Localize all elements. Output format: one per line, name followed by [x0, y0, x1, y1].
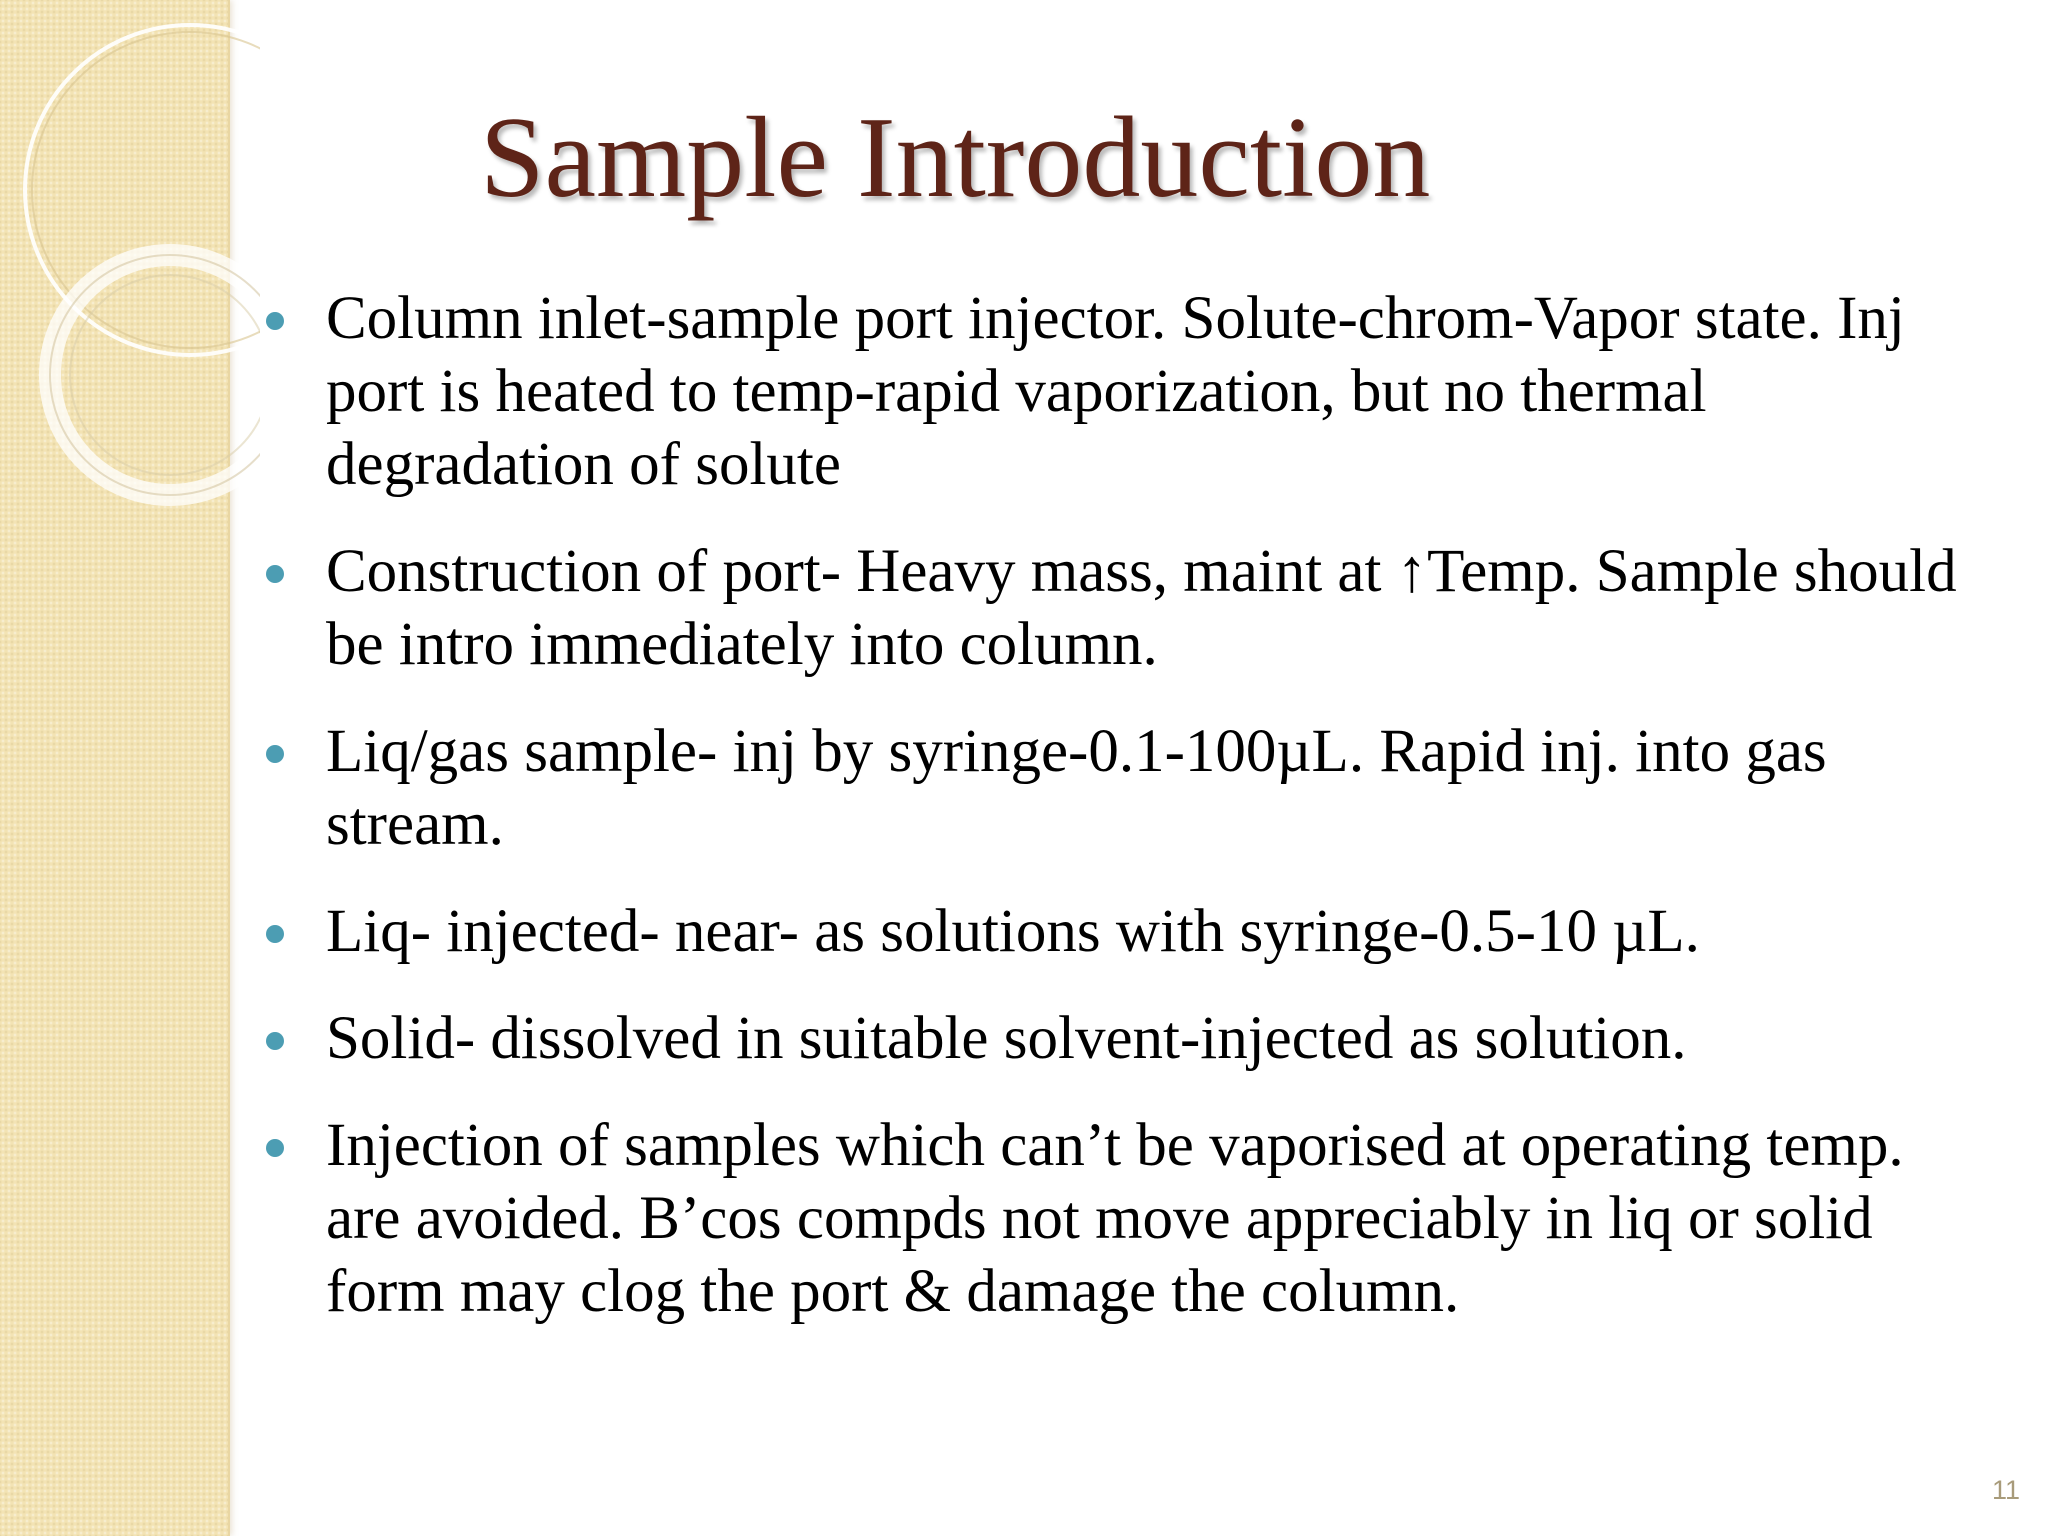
bullet-item	[258, 715, 1968, 861]
bullet-marker-icon	[266, 745, 284, 763]
bullet-text: Liq/gas sample- inj by syringe-0.1-100µL. Rapid inj. into gas stream.	[326, 718, 1827, 858]
page-number: 11	[1991, 1475, 2020, 1505]
slide-title: Sample Introduction	[480, 94, 1431, 222]
bullet-marker-icon	[266, 1032, 284, 1050]
bullet-list	[258, 282, 1968, 1362]
bullet-marker-icon	[266, 565, 284, 583]
bullet-text: Injection of samples which can’t be vaporised at operating temp. are avoided. B’cos compds not move appreciably in liq or solid form may clog the port & damage the column.	[326, 1112, 1904, 1325]
bullet-text: Column inlet-sample port injector. Solute-chrom-Vapor state. Inj port is heated to temp-rapid vaporization, but no thermal degradation of solute	[326, 285, 1905, 498]
bullet-item	[258, 1109, 1968, 1328]
bullet-marker-icon	[266, 1139, 284, 1157]
bullet-item	[258, 895, 1968, 968]
bullet-marker-icon	[266, 312, 284, 330]
bullet-text: Liq- injected- near- as solutions with syringe-0.5-10 µL.	[326, 898, 1700, 965]
bullet-marker-icon	[266, 925, 284, 943]
bullet-item	[258, 1002, 1968, 1075]
bullet-item	[258, 282, 1968, 501]
bullet-text: Solid- dissolved in suitable solvent-injected as solution.	[326, 1005, 1687, 1072]
bullet-text: Construction of port- Heavy mass, maint at ↑Temp. Sample should be intro immediately into column.	[326, 538, 1957, 678]
decorative-rings	[0, 0, 260, 520]
bullet-item	[258, 535, 1968, 681]
